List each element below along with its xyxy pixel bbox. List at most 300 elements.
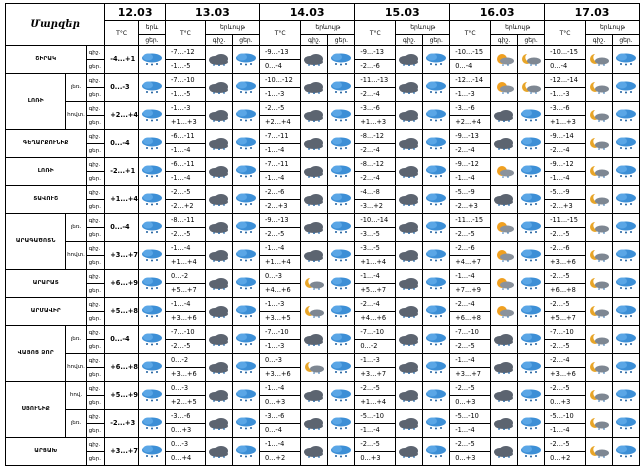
phenomenon-day xyxy=(328,102,355,130)
temperature-night: -9...-12 xyxy=(545,158,586,172)
phenomenon-day xyxy=(328,130,355,158)
phenomenon-day xyxy=(612,214,639,242)
temperature-night: -7...-10 xyxy=(259,326,300,340)
phenomenon-day xyxy=(232,130,259,158)
phenomenon-day xyxy=(612,130,639,158)
phenomenon-day xyxy=(612,298,639,326)
phenomenon-night xyxy=(491,270,518,298)
phenomenon-cell xyxy=(138,270,165,298)
day-subheader: ցեր. xyxy=(138,35,165,46)
region-name: ԱՐՑԱԽ xyxy=(6,438,87,466)
cloud-snow-icon xyxy=(396,53,422,66)
cloud-snow-icon xyxy=(301,53,327,66)
temperature-night: -5...-10 xyxy=(545,410,586,424)
phenomenon-day xyxy=(232,46,259,74)
snow-cloud-icon xyxy=(518,193,544,206)
phenomenon-day xyxy=(423,158,450,186)
snow-cloud-icon xyxy=(423,445,449,458)
phenomenon-night xyxy=(585,354,612,382)
temperature-day: -2...+3 xyxy=(545,200,586,214)
phenomenon-night xyxy=(301,242,328,270)
cloud-snow-icon xyxy=(396,361,422,374)
table-row xyxy=(6,158,640,172)
region-part: հովտ. xyxy=(66,242,86,270)
day-label: ցեր. xyxy=(86,200,105,214)
phenomenon-day xyxy=(328,410,355,438)
phenomenon-night xyxy=(491,354,518,382)
temperature-night: -3...-5 xyxy=(355,242,396,256)
phenomenon-night xyxy=(301,102,328,130)
snow-cloud-icon xyxy=(233,249,259,262)
phenomenon-day xyxy=(232,186,259,214)
phenomenon-night xyxy=(301,354,328,382)
temperature-night: 0...-3 xyxy=(259,354,300,368)
snow-cloud-icon xyxy=(613,81,639,94)
phenomenon-day xyxy=(518,438,545,466)
phenomenon-day xyxy=(612,102,639,130)
cloud-snow-icon xyxy=(396,305,422,318)
phenomenon-night xyxy=(585,270,612,298)
cloud-snow-icon xyxy=(491,445,517,458)
moon-cloud-icon xyxy=(586,249,612,262)
phenomenon-night xyxy=(396,186,423,214)
cloud-snow-icon xyxy=(206,165,232,178)
phenomenon-night xyxy=(396,158,423,186)
snow-cloud-icon xyxy=(139,109,165,122)
phenomenon-day xyxy=(232,270,259,298)
phenomenon-night xyxy=(585,186,612,214)
moon-cloud-icon xyxy=(586,221,612,234)
phenomenon-night xyxy=(301,214,328,242)
snow-cloud-icon xyxy=(139,53,165,66)
phenomenon-day xyxy=(518,74,545,102)
temperature-night: -7...-10 xyxy=(545,326,586,340)
region-name: ՎԱՅՈՑ ՁՈՐ xyxy=(6,326,66,382)
temperature-night: -1...-4 xyxy=(259,382,300,396)
phenomenon-night xyxy=(396,438,423,466)
night-label: գիշ. xyxy=(86,186,105,200)
temperature-day: -2...-4 xyxy=(355,88,396,102)
snow-cloud-icon xyxy=(423,305,449,318)
snow-cloud-icon xyxy=(423,333,449,346)
temperature-cell: +3...+7 xyxy=(105,242,139,270)
temperature-night: -6...-11 xyxy=(165,158,205,172)
phenomenon-night xyxy=(205,270,232,298)
temperature-cell: +1...+4 xyxy=(105,186,139,214)
phenomenon-night xyxy=(396,214,423,242)
temperature-night: -7...-10 xyxy=(165,74,205,88)
snow-cloud-icon xyxy=(139,165,165,178)
phenomenon-cell xyxy=(138,410,165,438)
temperature-day: 0...+2 xyxy=(259,452,300,466)
phenomenon-day xyxy=(612,46,639,74)
night-label: գիշ. xyxy=(86,382,105,396)
temperature-day: -1...-4 xyxy=(165,144,205,158)
temperature-day: +3...+7 xyxy=(450,368,491,382)
temperature-day: +1...+3 xyxy=(545,116,586,130)
region-name: ԼՈՌԻ xyxy=(6,74,66,130)
temperature-night: -1...-4 xyxy=(450,270,491,284)
moon-cloud-icon xyxy=(586,305,612,318)
temperature-night: -2...-6 xyxy=(450,242,491,256)
phenomenon-night xyxy=(301,158,328,186)
phenomenon-day xyxy=(612,158,639,186)
phenomenon-night xyxy=(301,410,328,438)
region-name: ԳԵՂԱՐՔՈՒՆԻՔ xyxy=(6,130,87,158)
snow-cloud-icon xyxy=(233,193,259,206)
temperature-day: +4...+7 xyxy=(450,256,491,270)
cloud-snow-icon xyxy=(491,137,517,150)
phenomenon-header: երևույթ xyxy=(301,21,355,35)
region-name: ԱՐՄԱՎԻՐ xyxy=(6,298,87,326)
snow-cloud-icon xyxy=(518,445,544,458)
temperature-night: -7...-11 xyxy=(259,130,300,144)
temperature-day: +5...+7 xyxy=(545,312,586,326)
snow-cloud-icon xyxy=(518,361,544,374)
temperature-cell: 0...-4 xyxy=(105,214,139,242)
snow-cloud-icon xyxy=(423,249,449,262)
temperature-night: -7...-10 xyxy=(450,326,491,340)
temperature-night: -12...-14 xyxy=(545,74,586,88)
temperature-day: +3...+7 xyxy=(355,368,396,382)
snow-cloud-icon xyxy=(613,221,639,234)
phenomenon-day xyxy=(328,46,355,74)
cloud-snow-icon xyxy=(491,109,517,122)
snow-cloud-icon xyxy=(613,277,639,290)
snow-cloud-icon xyxy=(328,193,354,206)
phenomenon-day xyxy=(518,354,545,382)
region-part: լեռ. xyxy=(66,74,86,102)
phenomenon-day xyxy=(328,74,355,102)
temperature-day: +6...+8 xyxy=(450,312,491,326)
phenomenon-night xyxy=(491,158,518,186)
temperature-day: +1...+4 xyxy=(259,256,300,270)
phenomenon-day xyxy=(328,158,355,186)
phenomenon-day xyxy=(518,186,545,214)
phenomenon-cell xyxy=(138,214,165,242)
temperature-day: +3...+6 xyxy=(165,312,205,326)
phenomenon-cell xyxy=(138,382,165,410)
temperature-day: +1...+4 xyxy=(165,256,205,270)
phenomenon-night xyxy=(205,298,232,326)
moon-cloud-icon xyxy=(586,417,612,430)
cloud-snow-icon xyxy=(206,193,232,206)
phenomenon-night xyxy=(491,382,518,410)
temperature-night: -1...-3 xyxy=(259,298,300,312)
temperature-day: 0...-4 xyxy=(259,60,300,74)
cloud-snow-icon xyxy=(491,389,517,402)
temperature-day: -2...-5 xyxy=(165,340,205,354)
phenomenon-night xyxy=(491,46,518,74)
phenomenon-day xyxy=(518,214,545,242)
night-label: գիշ. xyxy=(86,242,105,256)
temperature-day: -1...-5 xyxy=(165,60,205,74)
phenomenon-day xyxy=(328,214,355,242)
temperature-night: -7...-11 xyxy=(259,158,300,172)
temperature-day: -1...-4 xyxy=(259,144,300,158)
temperature-night: -2...-5 xyxy=(450,382,491,396)
temperature-night: -2...-5 xyxy=(165,186,205,200)
phenomenon-day xyxy=(423,438,450,466)
phenomenon-day xyxy=(328,298,355,326)
temperature-day: -1...-3 xyxy=(545,88,586,102)
phenomenon-header: երևույթ xyxy=(585,21,639,35)
snow-cloud-icon xyxy=(518,305,544,318)
phenomenon-day xyxy=(423,270,450,298)
snow-cloud-icon xyxy=(518,389,544,402)
phenomenon-cell xyxy=(138,130,165,158)
temperature-day: -1...-4 xyxy=(545,172,586,186)
temperature-day: +1...+4 xyxy=(355,256,396,270)
temperature-night: 0...-2 xyxy=(165,354,205,368)
sun-cloud-icon xyxy=(491,249,517,262)
temperature-night: -2...-5 xyxy=(259,102,300,116)
temperature-day: 0...-4 xyxy=(450,60,491,74)
snow-cloud-icon xyxy=(423,361,449,374)
temperature-cell: +5...+9 xyxy=(105,382,139,410)
sun-cloud-icon xyxy=(491,305,517,318)
cloud-snow-icon xyxy=(491,333,517,346)
temperature-night: 0...-2 xyxy=(165,270,205,284)
snow-cloud-icon xyxy=(139,389,165,402)
snow-cloud-icon xyxy=(328,221,354,234)
snow-cloud-icon xyxy=(613,389,639,402)
phenomenon-day xyxy=(518,382,545,410)
night-label: գիշ. xyxy=(86,214,105,228)
phenomenon-day xyxy=(612,186,639,214)
phenomenon-night xyxy=(205,242,232,270)
phenomenon-night xyxy=(491,438,518,466)
temperature-night: -10...-12 xyxy=(259,74,300,88)
temperature-day: -1...-4 xyxy=(355,424,396,438)
moon-cloud-icon xyxy=(586,361,612,374)
temperature-night: -2...-5 xyxy=(355,382,396,396)
phenomenon-night xyxy=(301,438,328,466)
phenomenon-night xyxy=(205,186,232,214)
temperature-night: -9...-13 xyxy=(450,130,491,144)
snow-cloud-icon xyxy=(139,137,165,150)
cloud-snow-icon xyxy=(206,221,232,234)
phenomenon-night xyxy=(205,410,232,438)
temperature-cell: 0...-4 xyxy=(105,326,139,354)
moon-cloud-icon xyxy=(518,81,544,94)
temperature-day: -1...-4 xyxy=(450,172,491,186)
sun-cloud-icon xyxy=(491,277,517,290)
cloud-snow-icon xyxy=(491,361,517,374)
phenomenon-cell xyxy=(138,158,165,186)
temp-column-header: T°C xyxy=(545,21,586,46)
temperature-night: -11...-13 xyxy=(355,74,396,88)
temperature-night: 0...-3 xyxy=(165,438,205,452)
phenomenon-day xyxy=(518,46,545,74)
cloud-snow-icon xyxy=(206,389,232,402)
moon-cloud-icon xyxy=(301,305,327,318)
snow-cloud-icon xyxy=(613,109,639,122)
temperature-day: 0...+3 xyxy=(355,452,396,466)
regions-header: Մարզեր xyxy=(6,4,105,46)
temperature-cell: -2...+1 xyxy=(105,158,139,186)
snow-cloud-icon xyxy=(328,389,354,402)
phenomenon-night xyxy=(301,270,328,298)
phenomenon-night xyxy=(491,326,518,354)
snow-cloud-icon xyxy=(613,361,639,374)
phenomenon-cell xyxy=(138,354,165,382)
temperature-day: +3...+6 xyxy=(259,368,300,382)
cloud-snow-icon xyxy=(206,53,232,66)
snow-cloud-icon xyxy=(233,53,259,66)
cloud-snow-icon xyxy=(301,389,327,402)
snow-cloud-icon xyxy=(328,333,354,346)
temperature-night: -8...-11 xyxy=(165,214,205,228)
phenomenon-day xyxy=(423,410,450,438)
cloud-snow-icon xyxy=(206,109,232,122)
snow-cloud-icon xyxy=(328,417,354,430)
forecast-table xyxy=(5,3,640,466)
phenomenon-night xyxy=(585,242,612,270)
phenomenon-night xyxy=(205,214,232,242)
night-label: գիշ. xyxy=(86,270,105,284)
temperature-cell: +5...+8 xyxy=(105,298,139,326)
cloud-snow-icon xyxy=(206,81,232,94)
snow-cloud-icon xyxy=(139,417,165,430)
day-label: ցեր. xyxy=(86,116,105,130)
temperature-night: -1...-4 xyxy=(259,242,300,256)
phenomenon-day xyxy=(328,270,355,298)
temperature-night: -1...-4 xyxy=(165,242,205,256)
snow-cloud-icon xyxy=(233,417,259,430)
phenomenon-day xyxy=(423,102,450,130)
temperature-day: +1...+3 xyxy=(165,116,205,130)
cloud-snow-icon xyxy=(396,109,422,122)
date-header: 12.03 xyxy=(105,4,166,21)
phenomenon-night xyxy=(491,410,518,438)
temperature-day: +2...+5 xyxy=(165,396,205,410)
temperature-day: -3...-5 xyxy=(355,228,396,242)
cloud-snow-icon xyxy=(396,445,422,458)
region-part: հով. xyxy=(66,382,86,410)
temperature-cell: +6...+9 xyxy=(105,270,139,298)
snow-cloud-icon xyxy=(233,445,259,458)
temperature-night: -9...-13 xyxy=(259,46,300,60)
moon-cloud-icon xyxy=(586,277,612,290)
temperature-cell: 0...-4 xyxy=(105,130,139,158)
region-name: ՍՅՈՒՆԻՔ xyxy=(6,382,66,438)
temperature-night: -11...-15 xyxy=(450,214,491,228)
cloud-snow-icon xyxy=(396,417,422,430)
temp-column-header: T°C xyxy=(355,21,396,46)
temperature-night: -1...-4 xyxy=(259,438,300,452)
temp-column-header: T°C xyxy=(165,21,205,46)
phenomenon-night xyxy=(205,354,232,382)
day-label: ցեր. xyxy=(86,396,105,410)
cloud-snow-icon xyxy=(206,249,232,262)
temperature-day: -2...+3 xyxy=(450,200,491,214)
phenomenon-night xyxy=(396,326,423,354)
phenomenon-night xyxy=(301,382,328,410)
phenomenon-night xyxy=(205,46,232,74)
temperature-night: -2...-5 xyxy=(545,298,586,312)
phenomenon-night xyxy=(205,74,232,102)
cloud-snow-icon xyxy=(301,249,327,262)
moon-cloud-icon xyxy=(586,445,612,458)
temperature-day: -1...-4 xyxy=(259,172,300,186)
temperature-night: -5...-9 xyxy=(450,186,491,200)
table-row xyxy=(6,382,640,396)
snow-cloud-icon xyxy=(613,333,639,346)
phenomenon-night xyxy=(301,74,328,102)
night-label: գիշ. xyxy=(86,326,105,340)
snow-cloud-icon xyxy=(328,249,354,262)
moon-cloud-icon xyxy=(586,165,612,178)
cloud-snow-icon xyxy=(301,165,327,178)
snow-cloud-icon xyxy=(613,53,639,66)
phenomenon-header: երևույթ xyxy=(396,21,450,35)
cloud-snow-icon xyxy=(301,445,327,458)
phenomenon-day xyxy=(232,410,259,438)
night-label: գիշ. xyxy=(86,298,105,312)
phenomenon-header: երևույթ xyxy=(205,21,259,35)
temperature-night: -12...-14 xyxy=(450,74,491,88)
day-label: ցեր. xyxy=(86,340,105,354)
day-label: ցեր. xyxy=(86,88,105,102)
snow-cloud-icon xyxy=(518,109,544,122)
temperature-day: -1...-3 xyxy=(259,88,300,102)
phenomenon-night xyxy=(396,130,423,158)
temperature-day: -2...-5 xyxy=(545,340,586,354)
phenomenon-cell xyxy=(138,298,165,326)
phenomenon-day xyxy=(423,74,450,102)
moon-cloud-icon xyxy=(586,193,612,206)
phenomenon-cell xyxy=(138,242,165,270)
day-label: ցեր. xyxy=(86,368,105,382)
snow-cloud-icon xyxy=(423,53,449,66)
phenomenon-day xyxy=(518,102,545,130)
phenomenon-cell xyxy=(138,326,165,354)
temperature-cell: 0...-3 xyxy=(105,74,139,102)
temperature-night: -3...-6 xyxy=(545,102,586,116)
phenomenon-night xyxy=(585,438,612,466)
snow-cloud-icon xyxy=(233,305,259,318)
temperature-day: +3...+6 xyxy=(545,368,586,382)
temperature-day: +3...+6 xyxy=(545,256,586,270)
moon-cloud-icon xyxy=(301,277,327,290)
temperature-night: -2...-4 xyxy=(450,298,491,312)
cloud-snow-icon xyxy=(206,333,232,346)
snow-cloud-icon xyxy=(139,193,165,206)
snow-cloud-icon xyxy=(518,333,544,346)
moon-cloud-icon xyxy=(586,389,612,402)
temperature-night: -2...-5 xyxy=(545,382,586,396)
snow-cloud-icon xyxy=(233,81,259,94)
phenomenon-night xyxy=(205,130,232,158)
snow-cloud-icon xyxy=(328,137,354,150)
snow-cloud-icon xyxy=(613,165,639,178)
temperature-day: -2...-6 xyxy=(355,60,396,74)
phenomenon-day xyxy=(423,354,450,382)
temperature-night: -8...-12 xyxy=(355,130,396,144)
snow-cloud-icon xyxy=(139,249,165,262)
phenomenon-day xyxy=(232,214,259,242)
temperature-night: 0...-3 xyxy=(165,382,205,396)
snow-cloud-icon xyxy=(328,305,354,318)
phenomenon-day xyxy=(518,326,545,354)
temperature-night: 0...-3 xyxy=(259,270,300,284)
sun-cloud-icon xyxy=(491,165,517,178)
temperature-night: -9...-12 xyxy=(450,158,491,172)
temperature-day: -2...+3 xyxy=(259,200,300,214)
cloud-snow-icon xyxy=(206,417,232,430)
cloud-snow-icon xyxy=(206,277,232,290)
